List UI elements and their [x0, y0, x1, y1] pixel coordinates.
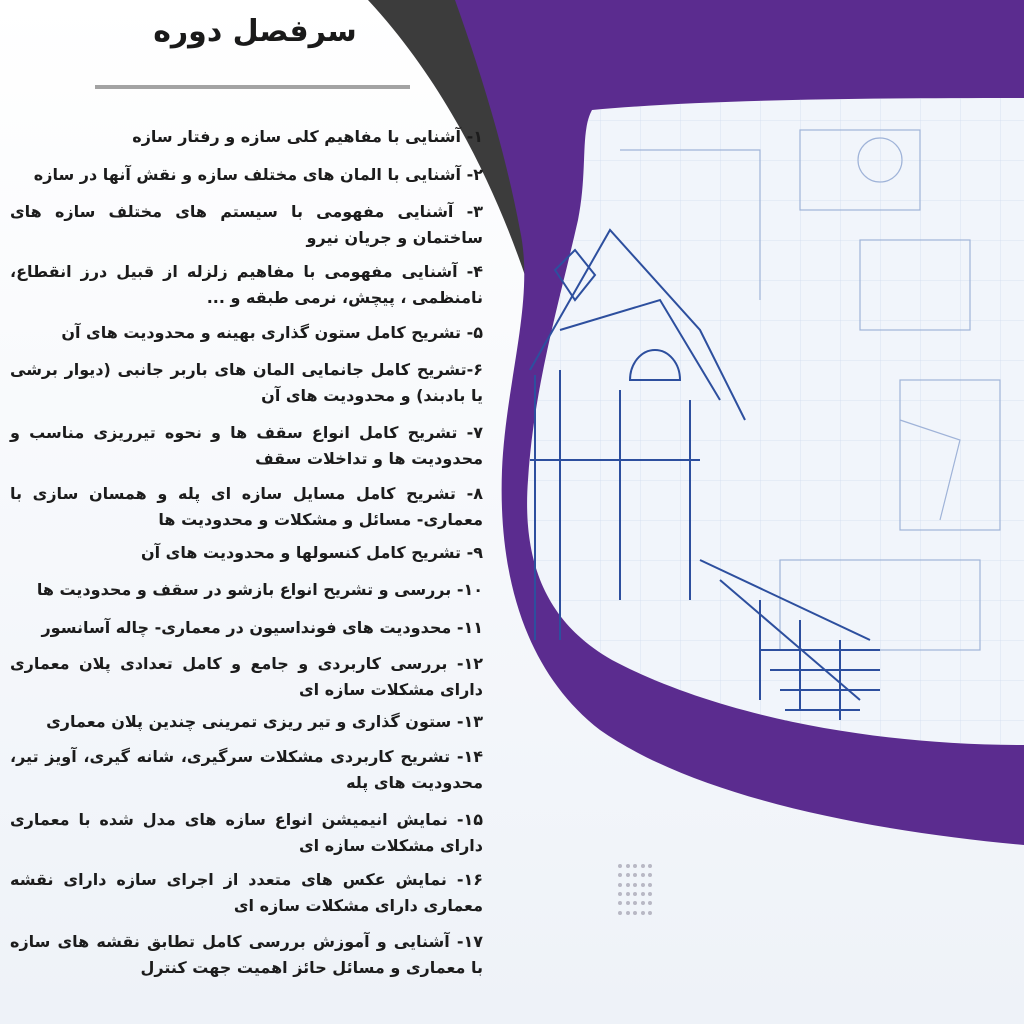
list-item: ۴- آشنایی مفهومی با مفاهیم زلزله از قبیل درز انقطاع، نامنظمی ، پیچش، نرمی طبقه و ...	[10, 262, 483, 307]
list-item: ۶-تشریح کامل جانمایی المان های باربر جانبی (دیوار برشی یا بادبند) و محدودیت های آن	[10, 360, 483, 405]
list-item: ۸- تشریح کامل مسایل سازه ای پله و همسان سازی با معماری- مسائل و مشکلات و محدودیت ها	[10, 484, 483, 529]
title-divider	[95, 85, 410, 89]
list-item: ۱۱- محدودیت های فونداسیون در معماری- چاله آسانسور	[41, 618, 483, 637]
list-item: ۵- تشریح کامل ستون گذاری بهینه و محدودیت های آن	[61, 323, 483, 342]
list-item: ۲- آشنایی با المان های مختلف سازه و نقش آنها در سازه	[33, 165, 483, 184]
blueprint-image	[527, 98, 1024, 745]
list-item: ۱۶- نمایش عکس های متعدد از اجرای سازه دارای نقشه معماری دارای مشکلات سازه ای	[10, 870, 483, 915]
list-item: ۱- آشنایی با مفاهیم کلی سازه و رفتار سازه	[132, 127, 483, 146]
list-item: ۳- آشنایی مفهومی با سیستم های مختلف سازه های ساختمان و جریان نیرو	[10, 202, 483, 247]
decorative-dots	[618, 864, 654, 918]
list-item: ۱۲- بررسی کاربردی و جامع و کامل تعدادی پلان معماری دارای مشکلات سازه ای	[10, 654, 483, 699]
list-item: ۷- تشریح کامل انواع سقف ها و نحوه تیرریزی مناسب و محدودیت ها و تداخلات سقف	[10, 423, 483, 468]
list-item: ۱۷- آشنایی و آموزش بررسی کامل تطابق نقشه های سازه با معماری و مسائل حائز اهمیت جهت کنترل	[10, 932, 483, 977]
list-item: ۱۴- تشریح کاربردی مشکلات سرگیری، شانه گیری، آویز تیر، محدودیت های پله	[10, 747, 483, 792]
list-item: ۱۵- نمایش انیمیشن انواع سازه های مدل شده با معماری دارای مشکلات سازه ای	[10, 810, 483, 855]
list-item: ۱۳- ستون گذاری و تیر ریزی تمرینی چندین پلان معماری	[46, 712, 483, 731]
list-item: ۹- تشریح کامل کنسولها و محدودیت های آن	[140, 543, 483, 562]
list-item: ۱۰- بررسی و تشریح انواع بازشو در سقف و محدودیت ها	[36, 580, 483, 599]
page-title: سرفصل دوره	[153, 14, 357, 49]
